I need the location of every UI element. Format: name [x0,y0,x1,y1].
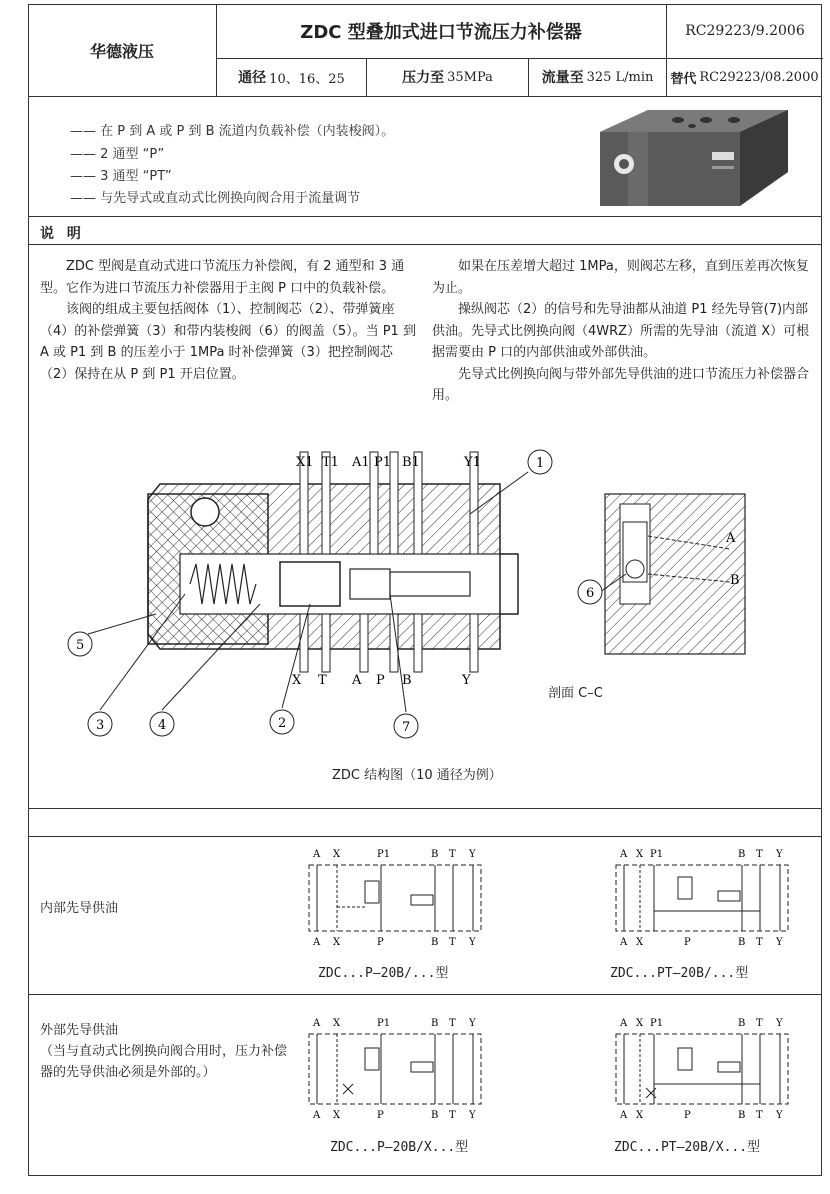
schematic-internal-p [305,845,490,950]
internal-pilot-label: 内部先导供油 [40,901,119,916]
spec-flow: 流量至 325 L/min [528,58,666,96]
svg-text:B: B [738,1018,746,1029]
svg-text:B: B [431,849,439,860]
svg-text:T: T [449,849,456,860]
callout-number: 7 [402,720,411,735]
svg-text:T: T [756,1018,763,1029]
diagram-port-label: B [402,673,412,688]
external-pilot-label: 外部先导供油 （当与直动式比例换向阀合用时，压力补偿器的先导供油必须是外部的。） [40,1023,288,1080]
feature-item: —— 2 通型 “P” [70,147,165,162]
schematic-caption: ZDC...P–20B/X...型 [330,1140,469,1155]
svg-text:B: B [738,1110,746,1121]
callout-number: 4 [158,718,167,733]
svg-text:Y: Y [776,1018,783,1029]
section-divider [28,244,822,245]
spec-pressure: 压力至 35MPa [366,58,528,96]
svg-text:Y: Y [469,937,476,948]
diagram-port-label: P [376,673,385,688]
section-title: 说 明 [40,226,85,242]
feature-item: —— 3 通型 “PT” [70,169,172,184]
schematic-caption: ZDC...P–20B/...型 [318,966,449,981]
svg-text:T: T [756,937,763,948]
spec-replace: 替代 RC29223/08.2000 [666,58,822,96]
callout-number: 5 [76,638,85,653]
diagram-port-label: A1 [352,455,370,470]
svg-text:X: X [333,1018,341,1029]
svg-text:B: B [738,937,746,948]
svg-text:Y: Y [776,1110,783,1121]
svg-text:A: A [620,1018,628,1029]
svg-text:A: A [313,937,321,948]
feature-item: —— 在 P 到 A 或 P 到 B 流道内负载补偿（内装梭阀）。 [70,124,395,139]
svg-text:Y: Y [469,1110,476,1121]
section-divider [28,808,822,809]
svg-text:X: X [333,937,341,948]
svg-text:A: A [313,1110,321,1121]
svg-text:P: P [377,1110,384,1121]
diagram-port-label: Y [462,673,471,688]
svg-text:A: A [313,1018,321,1029]
svg-text:A: A [313,849,321,860]
svg-text:P1: P1 [650,1018,664,1029]
svg-text:P: P [684,937,691,948]
svg-text:A: A [620,937,628,948]
section-divider [28,836,822,837]
svg-text:B: B [431,1018,439,1029]
section-port-label: B [730,573,740,588]
diagram-port-label: Y1 [464,455,481,470]
diagram-port-label: T [318,673,327,688]
svg-text:A: A [620,1110,628,1121]
section-divider [28,994,822,995]
svg-text:X: X [636,937,644,948]
section-divider [28,216,822,217]
svg-text:T: T [449,1018,456,1029]
callout-number: 1 [536,456,545,471]
svg-text:Y: Y [776,937,783,948]
svg-text:B: B [431,1110,439,1121]
description-left: ZDC 型阀是直动式进口节流压力补偿阀，有 2 通型和 3 通型。它作为进口节流压力补偿器用于主阀 P 口中的负载补偿。 该阀的组成主要包括阀体（1）、控制阀芯（2）、带弹簧座（4）的补偿弹簧（3）和带内装梭阀（6）的阀盖（5）。当 P1 到 A 或 P1 到 B 的压差小于 1MPa 时补偿弹簧（3）把控制阀芯（2）保持在从 P 到 P1 开启位置。 [40,259,416,382]
schematic-external-pt [612,1014,797,1124]
diagram-port-label: X1 [296,455,314,470]
svg-text:B: B [738,849,746,860]
svg-text:P1: P1 [377,849,391,860]
svg-text:T: T [449,1110,456,1121]
diagram-port-label: X [292,673,302,688]
section-caption: 剖面 C–C [548,686,603,701]
schematic-caption: ZDC...PT–20B/...型 [610,966,749,981]
svg-text:Y: Y [469,849,476,860]
product-photo [588,102,808,214]
diagram-port-label: A [352,673,362,688]
svg-text:A: A [620,849,628,860]
svg-text:X: X [636,1110,644,1121]
callout-number: 2 [278,716,287,731]
callout-number: 6 [586,586,595,601]
svg-text:P1: P1 [377,1018,391,1029]
svg-text:X: X [333,849,341,860]
schematic-external-p [305,1014,490,1124]
svg-text:P1: P1 [650,849,664,860]
diagram-port-label: B1 [402,455,420,470]
svg-text:X: X [333,1110,341,1121]
description-right: 如果在压差增大超过 1MPa，则阀芯左移，直到压差再次恢复为止。 操纵阀芯（2）的信号和先导油都从油道 P1 经先导管(7)内部供油。先导式比例换向阀（4WRZ）所需的先导油（流道 X）可根据需要由 P 口的内部供油或外部供油。 先导式比例换向阀与带外部先导供油的进口节流压力补偿器合用。 [432,259,810,403]
page-title: ZDC 型叠加式进口节流压力补偿器 [216,4,666,59]
diagram-caption: ZDC 结构图（10 通径为例） [332,768,502,783]
callout-number: 3 [96,718,105,733]
schematic-internal-pt [612,845,797,950]
svg-text:T: T [449,937,456,948]
svg-text:B: B [431,937,439,948]
section-port-label: A [726,531,736,546]
svg-text:X: X [636,849,644,860]
svg-text:P: P [684,1110,691,1121]
document-code: RC29223/9.2006 [666,4,823,59]
svg-text:T: T [756,1110,763,1121]
diagram-port-label: T1 [322,455,339,470]
svg-text:T: T [756,849,763,860]
svg-text:Y: Y [776,849,783,860]
svg-text:P: P [377,937,384,948]
structure-diagram [60,444,760,754]
schematic-caption: ZDC...PT–20B/X...型 [614,1140,761,1155]
company-name: 华德液压 [28,4,217,96]
svg-text:X: X [636,1018,644,1029]
header-divider [28,96,822,97]
feature-item: —— 与先导式或直动式比例换向阀合用于流量调节 [70,191,361,206]
svg-text:Y: Y [469,1018,476,1029]
diagram-port-label: P1 [374,455,392,470]
spec-size: 通径 10、16、25 [216,58,366,96]
